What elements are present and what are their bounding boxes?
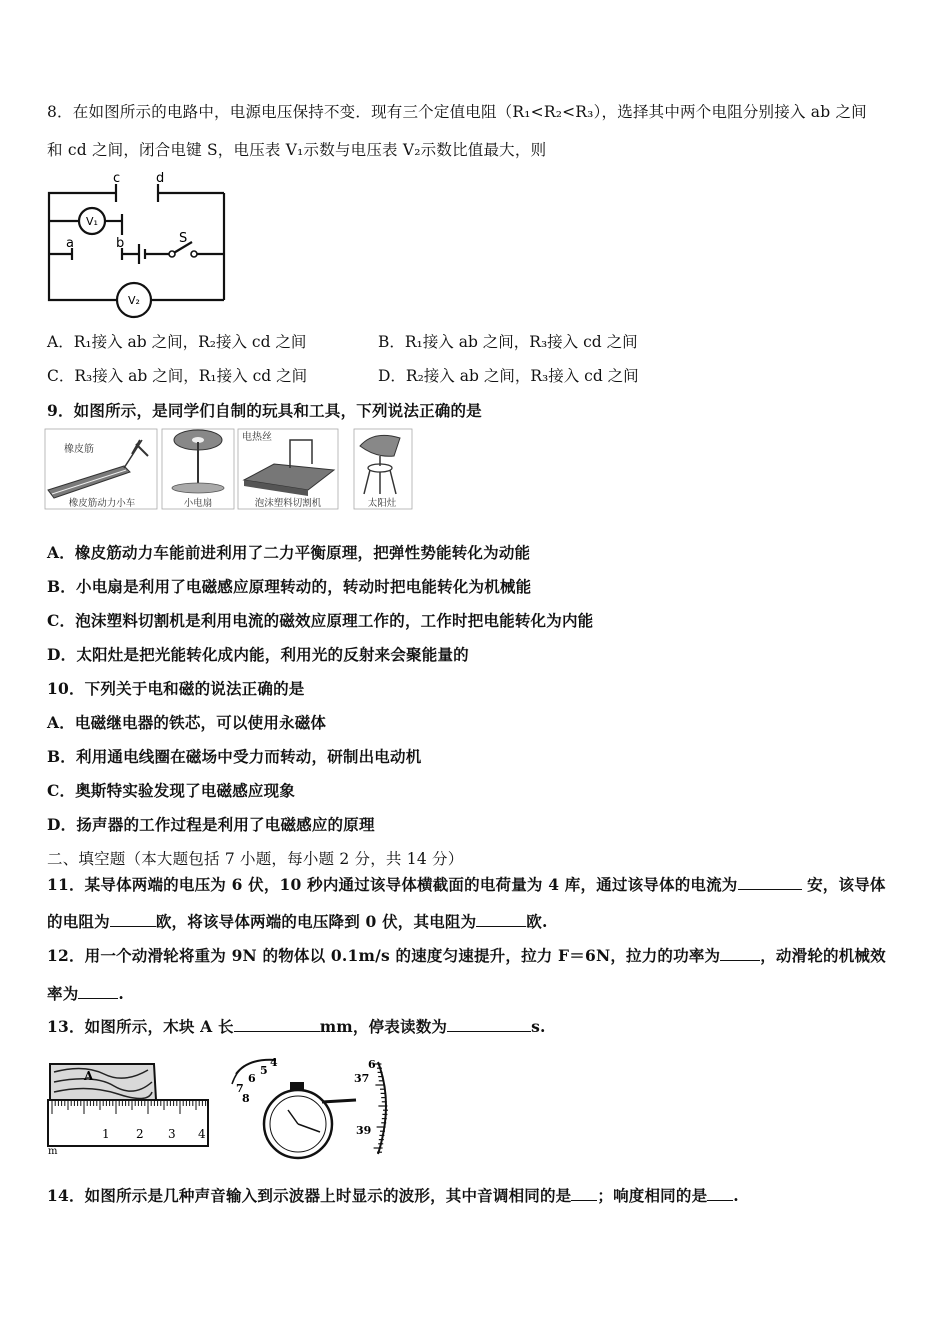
q13-ruler-tick-4: 4 xyxy=(198,1127,206,1141)
q13-sw-outer-5: 5 xyxy=(260,1064,268,1077)
q12-blank-power xyxy=(720,946,760,961)
q9-pictures xyxy=(44,428,414,512)
q8-stem-line1: 8．在如图所示的电路中，电源电压保持不变．现有三个定值电阻（R₁<R₂<R₃），选择其中两个电阻分别接入 ab 之间 xyxy=(47,103,867,121)
q9-pic3-label: 电热丝 xyxy=(242,432,272,443)
q13-blank-length xyxy=(234,1017,320,1032)
q9-picture-small-fan xyxy=(162,429,234,509)
q13-ruler-tick-2: 2 xyxy=(136,1127,144,1141)
q8-label-d: d xyxy=(156,171,165,186)
q9-picture-foam-cutter xyxy=(238,429,338,509)
q9-picture-solar-cooker xyxy=(354,429,412,509)
q9-pic1-label: 橡皮筋 xyxy=(64,444,94,455)
q14-blank-pitch xyxy=(571,1186,597,1201)
q8-option-c: C．R₃接入 ab 之间，R₁接入 cd 之间 xyxy=(47,367,308,385)
q9-option-c: C．泡沫塑料切割机是利用电流的磁效应原理工作的，工作时把电能转化为内能 xyxy=(47,611,594,630)
q12-text-3: 率为 xyxy=(47,984,79,1003)
q13-ruler-tick-3: 3 xyxy=(168,1127,176,1141)
q11-line2 xyxy=(47,912,548,932)
q14-text-2: ；响度相同的是 xyxy=(597,1186,708,1205)
q8-label-b: b xyxy=(116,236,125,251)
q10-option-c: C．奥斯特实验发现了电磁感应现象 xyxy=(47,781,296,800)
q14-text-1: 14．如图所示是几种声音输入到示波器上时显示的波形，其中音调相同的是 xyxy=(47,1186,572,1205)
q12-blank-efficiency xyxy=(78,984,118,999)
q8-label-s: S xyxy=(179,231,188,246)
q13-ruler-figure xyxy=(44,1060,212,1156)
q13-sw-inner-39: 39 xyxy=(356,1124,372,1137)
q14-text-3: . xyxy=(733,1186,739,1205)
q9-pic2-caption: 小电扇 xyxy=(183,498,213,509)
q11-blank-resistance-0v xyxy=(476,912,526,927)
q13-ruler-unit: m xyxy=(48,1146,58,1157)
q13-sw-inner-6: 6 xyxy=(368,1058,376,1071)
q13-block-label: A xyxy=(84,1069,94,1083)
q12-line1 xyxy=(47,946,886,966)
q9-option-a: A．橡皮筋动力车能前进利用了二力平衡原理，把弹性势能转化为动能 xyxy=(47,543,531,562)
q13-sw-outer-6: 6 xyxy=(248,1072,256,1085)
q13-sw-outer-7: 7 xyxy=(236,1082,244,1095)
q13-text-1: 13．如图所示，木块 A 长 xyxy=(47,1017,234,1036)
q9-option-b: B．小电扇是利用了电磁感应原理转动的，转动时把电能转化为机械能 xyxy=(47,577,532,596)
q11-text-4: 欧，将该导体两端的电压降到 0 伏，其电阻为 xyxy=(155,912,477,931)
q10-option-a: A．电磁继电器的铁芯，可以使用永磁体 xyxy=(47,713,327,732)
q14-stem xyxy=(47,1186,739,1206)
q11-text-2: 安，该导体 xyxy=(807,875,886,894)
q8-label-c: c xyxy=(113,171,121,186)
section-2-heading: 二、填空题（本大题包括 7 小题，每小题 2 分，共 14 分） xyxy=(47,850,464,868)
q10-stem: 10．下列关于电和磁的说法正确的是 xyxy=(47,679,305,698)
q9-option-d: D．太阳灶是把光能转化成内能，利用光的反射来会聚能量的 xyxy=(47,645,469,664)
q9-stem: 9．如图所示，是同学们自制的玩具和工具，下列说法正确的是 xyxy=(47,401,482,420)
q13-blank-stopwatch xyxy=(447,1017,531,1032)
q11-text-1: 11．某导体两端的电压为 6 伏，10 秒内通过该导体横截面的电荷量为 4 库，通过该导体的电流为 xyxy=(47,875,738,894)
q13-stopwatch-figure xyxy=(228,1054,396,1158)
q8-voltmeter-v2: V₂ xyxy=(128,294,140,307)
q9-pic1-caption: 橡皮筋动力小车 xyxy=(68,498,136,509)
q13-ruler-tick-1: 1 xyxy=(102,1127,110,1141)
q11-blank-resistance xyxy=(110,912,156,927)
q11-text-3: 的电阻为 xyxy=(47,912,110,931)
q13-text-3: s. xyxy=(531,1017,546,1036)
q12-line2 xyxy=(47,984,124,1004)
q8-option-a: A．R₁接入 ab 之间，R₂接入 cd 之间 xyxy=(47,333,307,351)
q9-pic3-caption: 泡沫塑料切割机 xyxy=(254,498,322,509)
q8-voltmeter-v1: V₁ xyxy=(86,215,98,228)
q9-picture-rubber-band-car xyxy=(45,429,157,509)
q13-text-2: mm，停表读数为 xyxy=(319,1017,448,1036)
q13-sw-inner-37: 37 xyxy=(354,1072,370,1085)
q11-text-5: 欧. xyxy=(526,912,548,931)
q13-stem xyxy=(47,1017,546,1037)
q8-label-a: a xyxy=(66,236,74,251)
q13-sw-outer-8: 8 xyxy=(242,1092,250,1105)
q12-text-1: 12．用一个动滑轮将重为 9N 的物体以 0.1m/s 的速度匀速提升，拉力 F＝6N，拉力的功率为 xyxy=(47,946,721,965)
q11-line1 xyxy=(47,875,886,895)
q8-option-d: D．R₂接入 ab 之间，R₃接入 cd 之间 xyxy=(378,367,639,385)
q9-pic4-caption: 太阳灶 xyxy=(367,498,397,509)
q13-sw-outer-4: 4 xyxy=(270,1056,278,1069)
q8-stem-line2: 和 cd 之间，闭合电键 S，电压表 V₁示数与电压表 V₂示数比值最大，则 xyxy=(47,141,547,159)
q14-blank-loudness xyxy=(707,1186,733,1201)
q8-option-b: B．R₁接入 ab 之间，R₃接入 cd 之间 xyxy=(378,333,638,351)
q12-text-4: . xyxy=(118,984,125,1003)
q12-text-2: ，动滑轮的机械效 xyxy=(760,946,886,965)
q8-circuit-diagram xyxy=(44,172,230,322)
q11-blank-current xyxy=(738,875,802,890)
q10-option-b: B．利用通电线圈在磁场中受力而转动，研制出电动机 xyxy=(47,747,422,766)
q10-option-d: D．扬声器的工作过程是利用了电磁感应的原理 xyxy=(47,815,375,834)
